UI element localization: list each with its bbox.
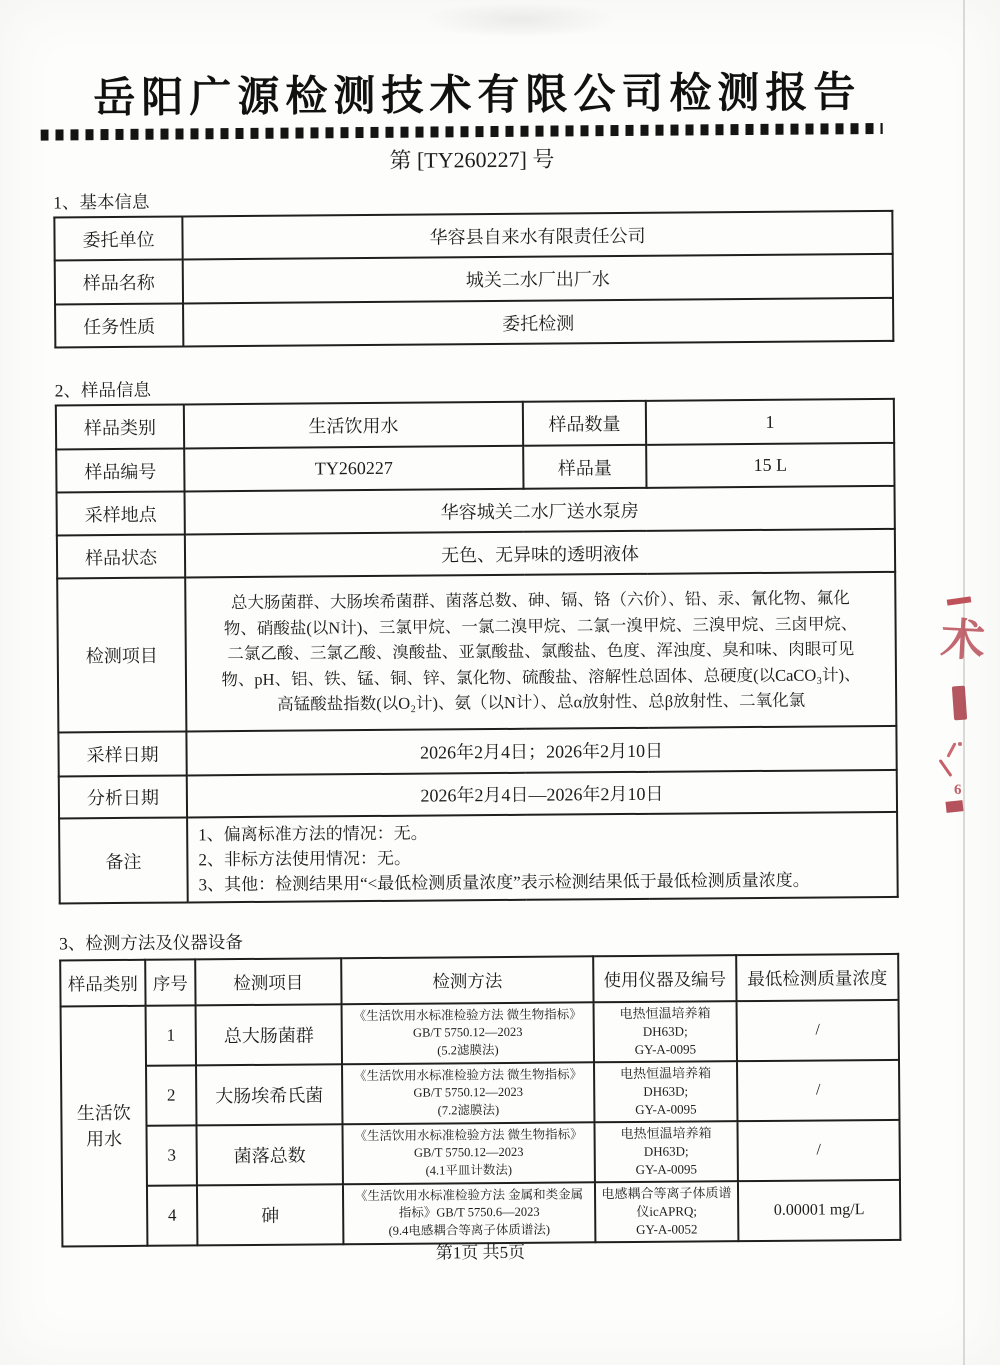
row-label: 采样日期 [58,731,186,776]
row-label: 备注 [59,817,188,903]
remark-cell [187,812,898,903]
column-header: 检测项目 [195,958,341,1005]
table-row [57,572,896,733]
instrument-cell [594,1001,737,1062]
row-label: 样品量 [523,445,646,489]
instrument-line: GY-A-0095 [635,1101,697,1117]
instrument-line: 电热恒温培养箱 [620,1065,712,1082]
row-number: 1 [146,1005,196,1065]
detection-limit: 0.00001 mg/L [738,1180,900,1241]
row-label: 样品状态 [57,534,185,578]
basic-info-table [53,210,894,349]
row-number: 2 [146,1065,196,1125]
row-label: 委托单位 [54,216,182,260]
dotted-divider [41,123,883,141]
method-line: 《生活饮用水标准检验方法 金属和类金属 [354,1187,584,1203]
scan-edge-line [963,0,965,1365]
instrument-cell [594,1121,737,1182]
method-line: 《生活饮用水标准检验方法 微生物指标》 [354,1127,583,1143]
row-label: 采样地点 [57,491,185,535]
row-number: 4 [147,1185,197,1245]
table-row [54,211,892,261]
table-row [58,726,896,777]
page-footer: 第1页 共5页 [435,1242,526,1263]
column-header: 最低检测质量浓度 [736,954,898,1001]
method-line: (7.2滤膜法) [437,1102,500,1118]
row-label: 样品数量 [523,401,646,446]
table-row [61,1120,899,1187]
remark-line: 3、其他：检测结果用“<最低检测质量浓度”表示检测结果低于最低检测质量浓度。 [198,870,810,895]
instrument-line: DH63D; [643,1143,689,1159]
row-value: 无色、无异味的透明液体 [185,529,895,578]
table-header-row [60,954,898,1007]
test-item: 总大肠菌群 [196,1004,342,1065]
instrument-line: 电热恒温培养箱 [620,1125,712,1142]
instrument-cell [594,1061,737,1122]
instrument-line: 电热恒温培养箱 [619,1005,711,1022]
instrument-line: GY-A-0095 [635,1161,698,1177]
report-number: 第 [TY260227] 号 [389,146,555,173]
row-label: 检测项目 [57,577,186,732]
row-value: 2026年2月4日—2026年2月10日 [187,770,897,818]
table-row [55,254,893,305]
instrument-line: GY-A-0052 [636,1221,698,1237]
method-line: 指标》GB/T 5750.6—2023 [398,1204,540,1221]
method-line: GB/T 5750.12—2023 [413,1085,524,1100]
method-line: 《生活饮用水标准检验方法 微生物指标》 [353,1007,582,1023]
column-header: 序号 [145,959,195,1005]
method-line: 《生活饮用水标准检验方法 微生物指标》 [353,1067,583,1083]
table-row [59,812,898,904]
method-line: (4.1平皿计数法) [425,1162,513,1178]
sample-info-table [55,398,899,905]
test-item: 砷 [197,1184,343,1245]
instrument-line: 电感耦合等离子体质谱 [601,1185,732,1202]
table-row [55,298,893,348]
method-line: GB/T 5750.12—2023 [413,1145,524,1160]
row-value: 华容城关二水厂送水泵房 [185,486,895,535]
test-item: 菌落总数 [196,1124,342,1185]
remark-line: 2、非标方法使用情况：无。 [198,848,411,870]
row-label: 任务性质 [55,303,183,347]
table-row [57,486,895,536]
detection-limit: / [737,1120,899,1181]
section-heading-methods: 3、检测方法及仪器设备 [58,932,243,954]
column-header: 检测方法 [341,956,593,1004]
row-number: 3 [146,1125,196,1185]
remark-line: 1、偏离标准方法的情况：无。 [198,823,428,845]
method-line: (5.2滤膜法) [437,1042,499,1058]
red-seal-fragment-glyph: 术 [939,614,987,667]
method-cell [343,1182,595,1244]
instrument-line: GY-A-0095 [634,1041,697,1057]
methods-table [59,953,901,1248]
row-value: 15 L [646,443,894,488]
instrument-line: 仪icAPRQ; [636,1203,698,1219]
test-items-text: 总大肠菌群、大肠埃希菌群、菌落总数、砷、镉、铬（六价）、铅、汞、氰化物、氟化物、硝酸盐(以N计)、三氯甲烷、一氯二溴甲烷、二氯一溴甲烷、三溴甲烷、三卤甲烷、二氯乙酸、三氯乙酸、溴酸盐、亚氯酸盐、氯酸盐、色度、浑浊度、臭和味、肉眼可见物、pH、铝、铁、锰、铜、锌、氯化物、硫酸盐、溶解性总固体、总硬度(以CaCO₃计)、高锰酸盐指数(以O₂计)、氨（以N计）、总α放射性、总β放射性、二氧化氯 [185,572,896,732]
detection-limit: / [737,1060,899,1121]
table-row [59,770,897,819]
row-value: 华容县自来水有限责任公司 [182,211,892,260]
method-cell [342,1122,594,1184]
test-item: 大肠埃希氏菌 [196,1064,342,1125]
table-row [61,1000,899,1067]
sample-type-cell: 生活饮用水 [61,1006,148,1247]
method-line: (9.4电感耦合等离子体质谱法) [388,1222,551,1238]
row-value: 2026年2月4日；2026年2月10日 [186,726,896,776]
row-value: 委托检测 [183,298,893,347]
row-value: TY260227 [184,446,523,492]
row-label: 样品类别 [56,404,184,449]
section-heading-sample-info: 2、样品信息 [54,379,152,401]
row-value: 生活饮用水 [184,402,523,449]
table-row [56,443,894,493]
red-seal-fragment-glyph: 6 [954,782,962,798]
section-heading-basic-info: 1、基本信息 [53,191,150,213]
method-line: GB/T 5750.12—2023 [412,1025,523,1040]
row-label: 样品名称 [55,259,183,304]
instrument-line: DH63D; [642,1023,688,1039]
method-cell [342,1062,594,1124]
instrument-cell [595,1181,738,1242]
row-value: 1 [646,399,894,445]
table-row [57,529,895,579]
method-cell [342,1002,594,1064]
row-value: 城关二水厂出厂水 [183,254,893,304]
report-title: 岳阳广源检测技术有限公司检测报告 [93,68,862,122]
instrument-line: DH63D; [643,1083,689,1099]
row-label: 分析日期 [59,775,187,818]
column-header: 样品类别 [60,960,145,1007]
row-label: 样品编号 [56,448,184,492]
detection-limit: / [737,1000,899,1061]
table-row [56,399,894,450]
table-row [61,1060,899,1127]
column-header: 使用仪器及编号 [593,955,736,1002]
